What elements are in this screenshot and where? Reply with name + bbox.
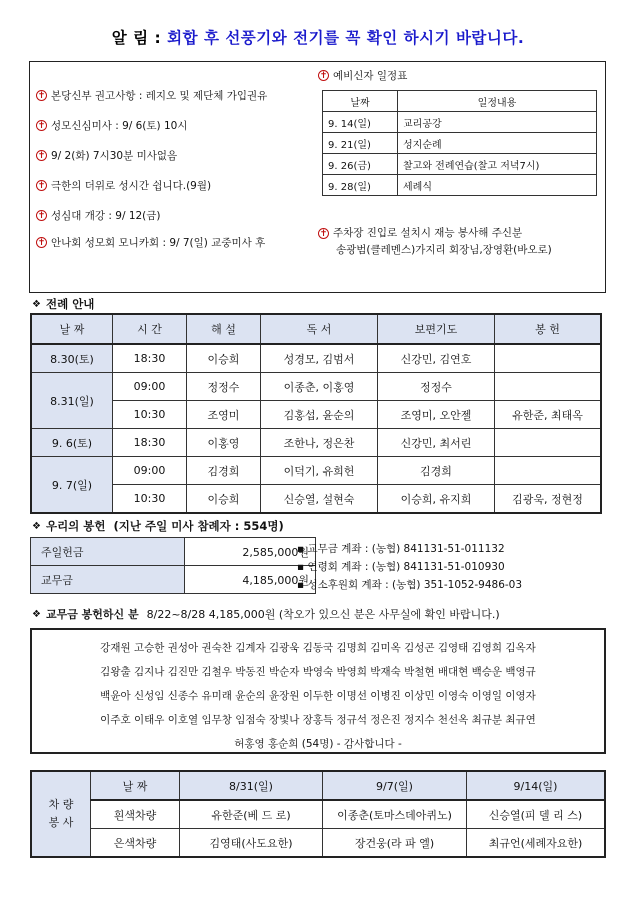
cross-icon: ✝ (37, 211, 46, 221)
liturgy-row: 9. 7(일) 09:00 김경희 이덕기, 유희헌 김경희 (31, 457, 601, 485)
diamond-bullet-icon: ❖ (32, 608, 41, 620)
notice-banner-message: 회합 후 선풍기와 전기를 꼭 확인 하시기 바랍니다. (167, 29, 525, 47)
liturgy-header: 시 간 (113, 314, 187, 344)
schedule-header-content: 일정내용 (398, 91, 597, 112)
parking-thanks: ✝ 주차장 진입로 설치시 재능 봉사해 주신분 송광범(클레멘스)가지리 회장님,장영환(바오로) (319, 227, 552, 256)
liturgy-row: 8.30(토) 18:30 이승희 성경모, 김범서 신강민, 김연호 (31, 344, 601, 373)
notice-item: ✝ 안나회 성모회 모니카회 : 9/ 7(일) 교중미사 후 (37, 237, 266, 249)
schedule-row: 9. 26(금) 찰고와 전례연습(찰고 저녁7시) (323, 154, 597, 175)
liturgy-row: 10:30 조영미 김홍섭, 윤순의 조영미, 오안젤 유한준, 최태옥 (31, 401, 601, 429)
account-list (297, 540, 522, 594)
offering-row: 교무금 4,185,000원 (31, 566, 316, 594)
cross-icon: ✝ (37, 91, 46, 101)
donor-line: 이주호 이태우 이호열 임무창 임점숙 장빛나 장홍득 정규석 정은진 정지수 천선옥 최규분 최규연 (100, 714, 536, 726)
liturgy-row: 8.31(일) 09:00 정정수 이종춘, 이홍영 정정수 (31, 373, 601, 401)
liturgy-header: 봉 헌 (495, 314, 602, 344)
donor-line: 김왕출 김지나 김진만 김철우 박동진 박순자 박영숙 박영희 박재숙 박철현 배대현 백승운 백영규 (100, 666, 536, 678)
notice-item: ✝ 극한의 더위로 성시간 쉽니다.(9월) (37, 180, 212, 192)
diamond-bullet-icon: ❖ (32, 520, 41, 532)
vehicle-row: 은색차량 김영태(사도요한) 장건웅(라 파 엘) 최규언(세례자요한) (31, 829, 605, 858)
offering-heading: ❖ 우리의 봉헌 (지난 주일 미사 참례자 : 554명) (32, 519, 284, 533)
catechumen-schedule-title: ✝ 예비신자 일정표 (319, 70, 408, 82)
notice-banner (0, 26, 636, 48)
cross-icon: ✝ (319, 71, 328, 81)
liturgy-row: 10:30 이승희 신승열, 설현숙 이승희, 유지희 김광욱, 정현정 (31, 485, 601, 514)
vehicle-row: 흰색차량 유한준(베 드 로) 이종춘(토마스데아퀴노) 신승열(피 델 리 스) (31, 800, 605, 829)
schedule-row: 9. 28(일) 세례식 (323, 175, 597, 196)
cross-icon: ✝ (37, 121, 46, 131)
cross-icon: ✝ (37, 181, 46, 191)
cross-icon: ✝ (37, 151, 46, 161)
account-item: ▪ 성소후원회 계좌 : (농협) 351-1052-9486-03 (297, 579, 523, 591)
vehicle-date: 9/7(일) (323, 771, 467, 800)
liturgy-heading: ❖ 전례 안내 (32, 297, 95, 311)
notice-banner-lead: 알 림 : (111, 29, 162, 47)
vehicle-date: 8/31(일) (180, 771, 323, 800)
schedule-row: 9. 14(일) 교리공강 (323, 112, 597, 133)
cross-icon: ✝ (319, 229, 328, 239)
offering-table (30, 537, 316, 594)
account-item: ▪ 연령회 계좌 : (농협) 841131-51-010930 (297, 561, 505, 573)
donor-line: 강재원 고승한 권성아 권숙찬 김계자 김광욱 김동국 김명희 김미옥 김성곤 김영태 김영희 김옥자 (100, 642, 536, 654)
vehicle-side-label: 차 량 봉 사 (31, 771, 91, 857)
diamond-bullet-icon: ❖ (32, 298, 41, 310)
catechumen-schedule-table (322, 90, 597, 196)
offering-row: 주일헌금 2,585,000원 (31, 538, 316, 566)
notice-item: ✝ 9/ 2(화) 7시30분 미사없음 (37, 150, 178, 162)
liturgy-header: 독 서 (261, 314, 378, 344)
vehicle-service-table (30, 770, 606, 858)
account-item: ▪ 교무금 계좌 : (농협) 841131-51-011132 (297, 543, 505, 555)
donor-names-box (30, 628, 606, 754)
vehicle-date: 9/14(일) (467, 771, 606, 800)
donor-line: 백윤아 신성임 신종수 유미래 윤순의 윤장원 이두한 이명선 이병진 이상민 이영숙 이영일 이영자 (100, 690, 536, 702)
liturgy-row: 9. 6(토) 18:30 이홍영 조한나, 정은찬 신강민, 최서린 (31, 429, 601, 457)
liturgy-table (30, 313, 602, 514)
schedule-header-date: 날짜 (323, 91, 398, 112)
schedule-row: 9. 21(일) 성지순례 (323, 133, 597, 154)
notice-item: ✝ 본당신부 권고사항 : 레지오 및 제단체 가입권유 (37, 90, 268, 102)
liturgy-header: 보편기도 (378, 314, 495, 344)
notice-item: ✝ 성심대 개강 : 9/ 12(금) (37, 210, 161, 222)
liturgy-header: 해 설 (187, 314, 261, 344)
liturgy-header: 날 짜 (31, 314, 113, 344)
vehicle-date-header: 날 짜 (91, 771, 180, 800)
cross-icon: ✝ (37, 238, 46, 248)
notice-item: ✝ 성모신심미사 : 9/ 6(토) 10시 (37, 120, 188, 132)
donors-heading: ❖ 교무금 봉헌하신 분 8/22~8/28 4,185,000원 (착오가 있으신 분은 사무실에 확인 바랍니다.) (32, 608, 500, 621)
donor-line: 허홍영 홍순희 (54명) - 감사합니다 - (234, 738, 402, 750)
